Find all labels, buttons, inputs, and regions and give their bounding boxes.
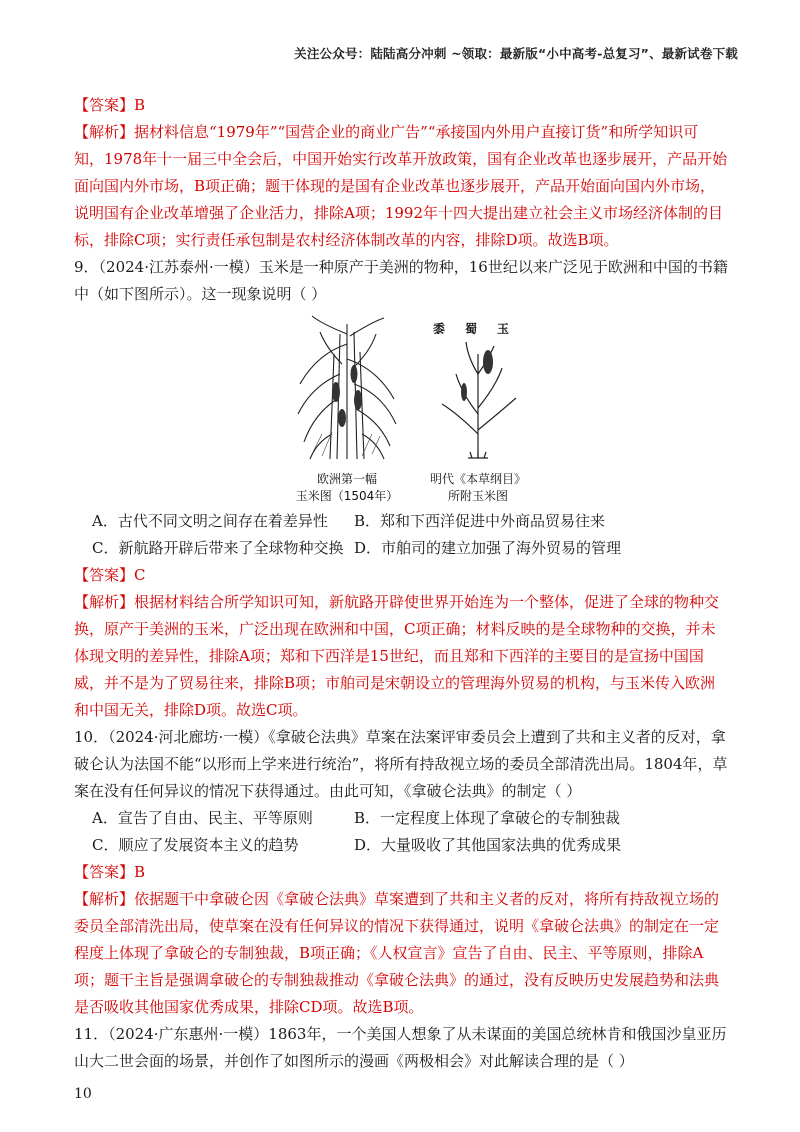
q9-options	[74, 508, 728, 562]
european-corn-illustration	[292, 314, 402, 505]
q10-analysis: 【解析】依据题干中拿破仑因《拿破仑法典》草案遭到了共和主义者的反对，将所有持敌视立场的委员全部清洗出局，使草案在没有任何异议的情况下获得通过，说明《拿破仑法典》的制定在一定程度上体现了拿破仑的专制独裁，B项正确；《人权宣言》宣告了自由、民主、平等原则，排除A项；题干主旨是强调拿破仑的专制独裁推动《拿破仑法典》的通过，没有反映历史发展趋势和法典是否吸收其他国家优秀成果，排除CD项。故选B项。	[74, 890, 720, 1016]
corn-plant-drawing-1504	[292, 314, 402, 462]
left-caption-line1: 欧洲第一幅	[316, 472, 377, 486]
bencao-corn-illustration	[422, 316, 534, 505]
q8-analysis: 【解析】据材料信息“1979年”“国营企业的商业广告”“承接国内外用户直接订货”和所学知识可知，1978年十一届三中全会后，中国开始实行改革开放政策，国有企业改革也逐步展开，产品开始面向国内外市场，B项正确；题干体现的是国有企业改革也逐步展开，产品开始面向国内外市场，说明国有企业改革增强了企业活力，排除A项；1992年十四大提出建立社会主义市场经济体制的目标，排除C项；实行责任承包制是农村经济体制改革的内容，排除D项。故选B项。	[74, 123, 728, 249]
q10-option-d: D．大量吸收了其他国家法典的优秀成果	[354, 836, 622, 854]
q9-option-d: D．市舶司的建立加强了海外贸易的管理	[354, 539, 622, 557]
q9-figure	[74, 314, 728, 504]
page-header: 关注公众号：陆陆高分冲刺 ~领取：最新版“小中高考-总复习”、最新试卷下载	[294, 46, 738, 61]
q10-answer: 【答案】B	[74, 863, 146, 881]
q10-stem: 10．（2024·河北廊坊·一模）《拿破仑法典》草案在法案评审委员会上遭到了共和主义者的反对，拿破仑认为法国不能“以形而上学来进行统治”，将所有持敌视立场的委员全部清洗出局。1804年，草案在没有任何异议的情况下获得通过。由此可知，《拿破仑法典》的制定（ ）	[74, 728, 728, 800]
q10-options	[74, 805, 728, 859]
q9-option-c: C．新航路开辟后带来了全球物种交换	[92, 539, 344, 557]
q11-stem: 11．（2024·广东惠州·一模）1863年，一个美国人想象了从未谋面的美国总统林肯和俄国沙皇亚历山大二世会面的场景，并创作了如图所示的漫画《两极相会》对此解读合理的是（ ）	[74, 1025, 727, 1070]
q9-stem: 9．（2024·江苏泰州·一模）玉米是一种原产于美洲的物种，16世纪以来广泛见于欧洲和中国的书籍中（如下图所示）。这一现象说明（ ）	[74, 258, 728, 303]
q10-option-b: B．一定程度上体现了拿破仑的专制独裁	[354, 809, 621, 827]
q10-option-c: C．顺应了发展资本主义的趋势	[92, 836, 299, 854]
right-caption-line1: 明代《本草纲目》	[429, 472, 526, 486]
page-number: 10	[74, 1086, 92, 1102]
figure-title-text: 黍蜀玉	[432, 322, 529, 336]
corn-plant-drawing-bencao	[428, 334, 528, 462]
q9-answer: 【答案】C	[74, 566, 146, 584]
left-caption-line2: 玉米图（1504年）	[295, 489, 399, 503]
q9-option-a: A．古代不同文明之间存在着差异性	[92, 512, 328, 530]
q9-analysis: 【解析】根据材料结合所学知识可知，新航路开辟使世界开始连为一个整体，促进了全球的物种交换，原产于美洲的玉米，广泛出现在欧洲和中国，C项正确；材料反映的是全球物种的交换，并未体现文明的差异性，排除A项；郑和下西洋是15世纪，而且郑和下西洋的主要目的是宣扬中国国威，并不是为了贸易往来，排除B项；市舶司是宋朝设立的管理海外贸易的机构，与玉米传入欧洲和中国无关，排除D项。故选C项。	[74, 593, 720, 719]
right-caption-line2: 所附玉米图	[447, 489, 508, 503]
q10-option-a: A．宣告了自由、民主、平等原则	[92, 809, 313, 827]
q8-answer: 【答案】B	[74, 96, 146, 114]
document-body	[74, 92, 728, 1075]
q9-option-b: B．郑和下西洋促进中外商品贸易往来	[354, 512, 606, 530]
